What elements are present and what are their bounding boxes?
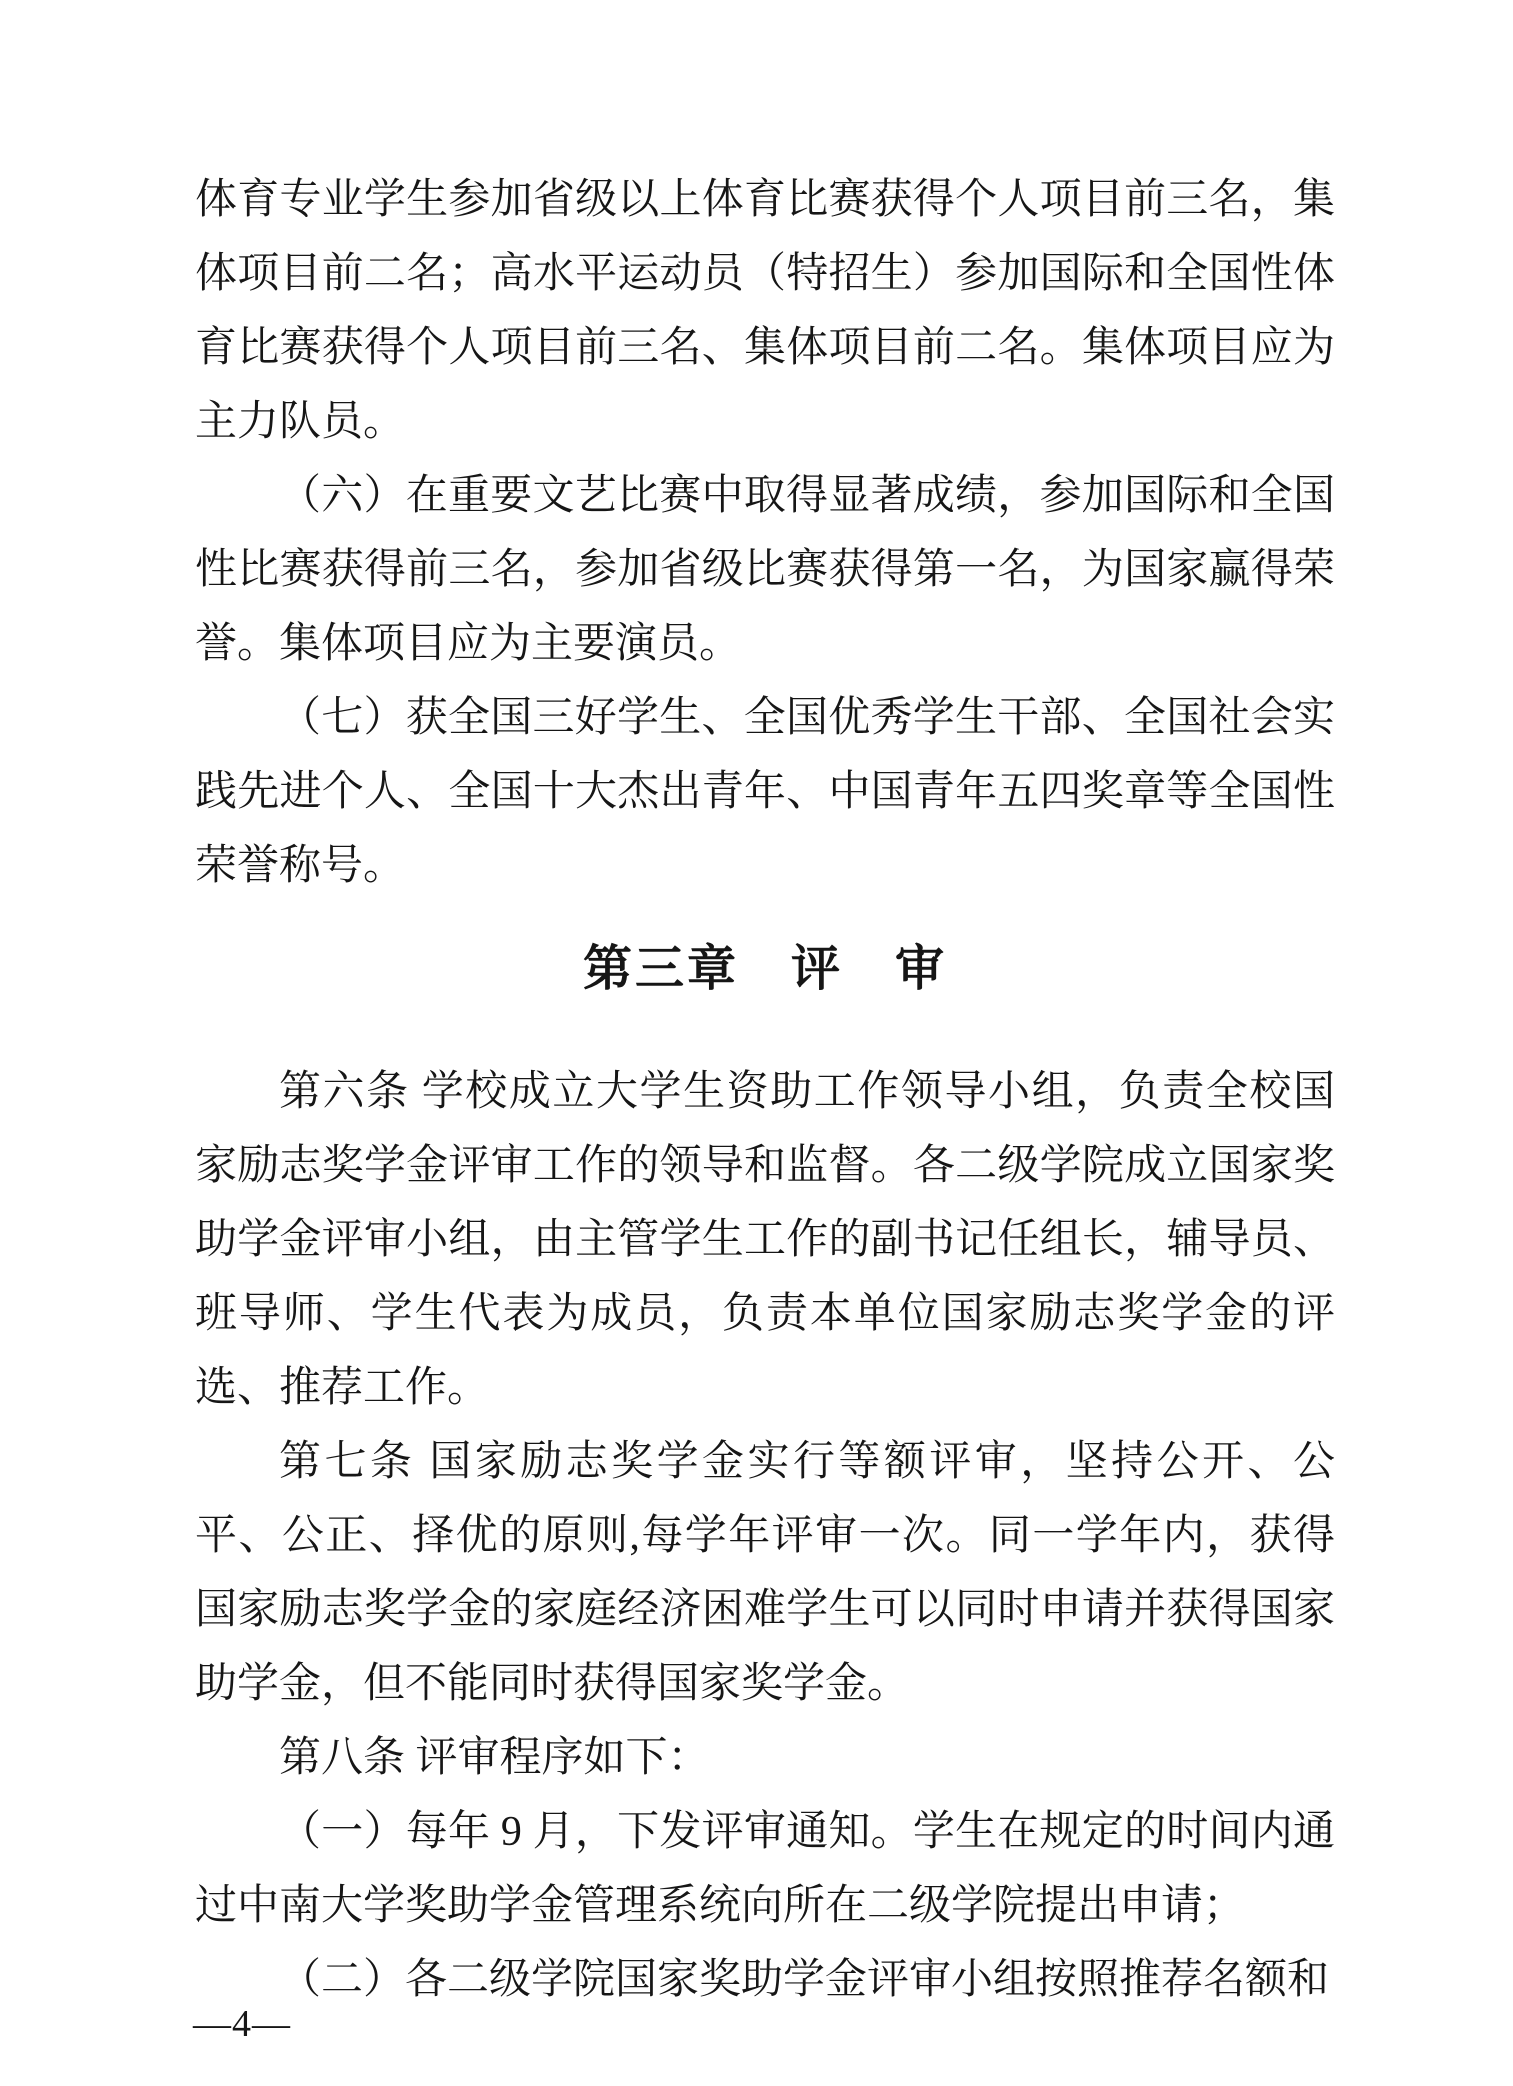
paragraph-item-6: （六）在重要文艺比赛中取得显著成绩，参加国际和全国性比赛获得前三名，参加省级比赛获得第一名，为国家赢得荣誉。集体项目应为主要演员。 [195,473,1335,667]
page-footer [193,2000,291,2048]
chapter-heading: 第三章 评 审 [582,942,947,996]
paragraph-item-7: （七）获全国三好学生、全国优秀学生干部、全国社会实践先进个人、全国十大杰出青年、中国青年五四奖章等全国性荣誉称号。 [195,695,1335,889]
paragraph-continued: 体育专业学生参加省级以上体育比赛获得个人项目前三名，集体项目前二名；高水平运动员（特招生）参加国际和全国性体育比赛获得个人项目前三名、集体项目前二名。集体项目应为主力队员。 [195,177,1335,445]
page-number: —4— [193,2003,291,2045]
paragraph-step-2: （二）各二级学院国家奖助学金评审小组按照推荐名额和 [279,1957,1330,2003]
document-body [195,163,1335,2017]
paragraph-step-1: （一）每年 9 月，下发评审通知。学生在规定的时间内通过中南大学奖助学金管理系统向所在二级学院提出申请； [195,1809,1335,1929]
paragraph-article-6: 第六条 学校成立大学生资助工作领导小组，负责全校国家励志奖学金评审工作的领导和监督。各二级学院成立国家奖助学金评审小组，由主管学生工作的副书记任组长，辅导员、班导师、学生代表为成员，负责本单位国家励志奖学金的评选、推荐工作。 [195,1069,1335,1411]
paragraph-article-8: 第八条 评审程序如下： [279,1735,710,1781]
paragraph-article-7: 第七条 国家励志奖学金实行等额评审，坚持公开、公平、公正、择优的原则,每学年评审一次。同一学年内，获得国家励志奖学金的家庭经济困难学生可以同时申请并获得国家助学金，但不能同时获得国家奖学金。 [195,1439,1335,1707]
